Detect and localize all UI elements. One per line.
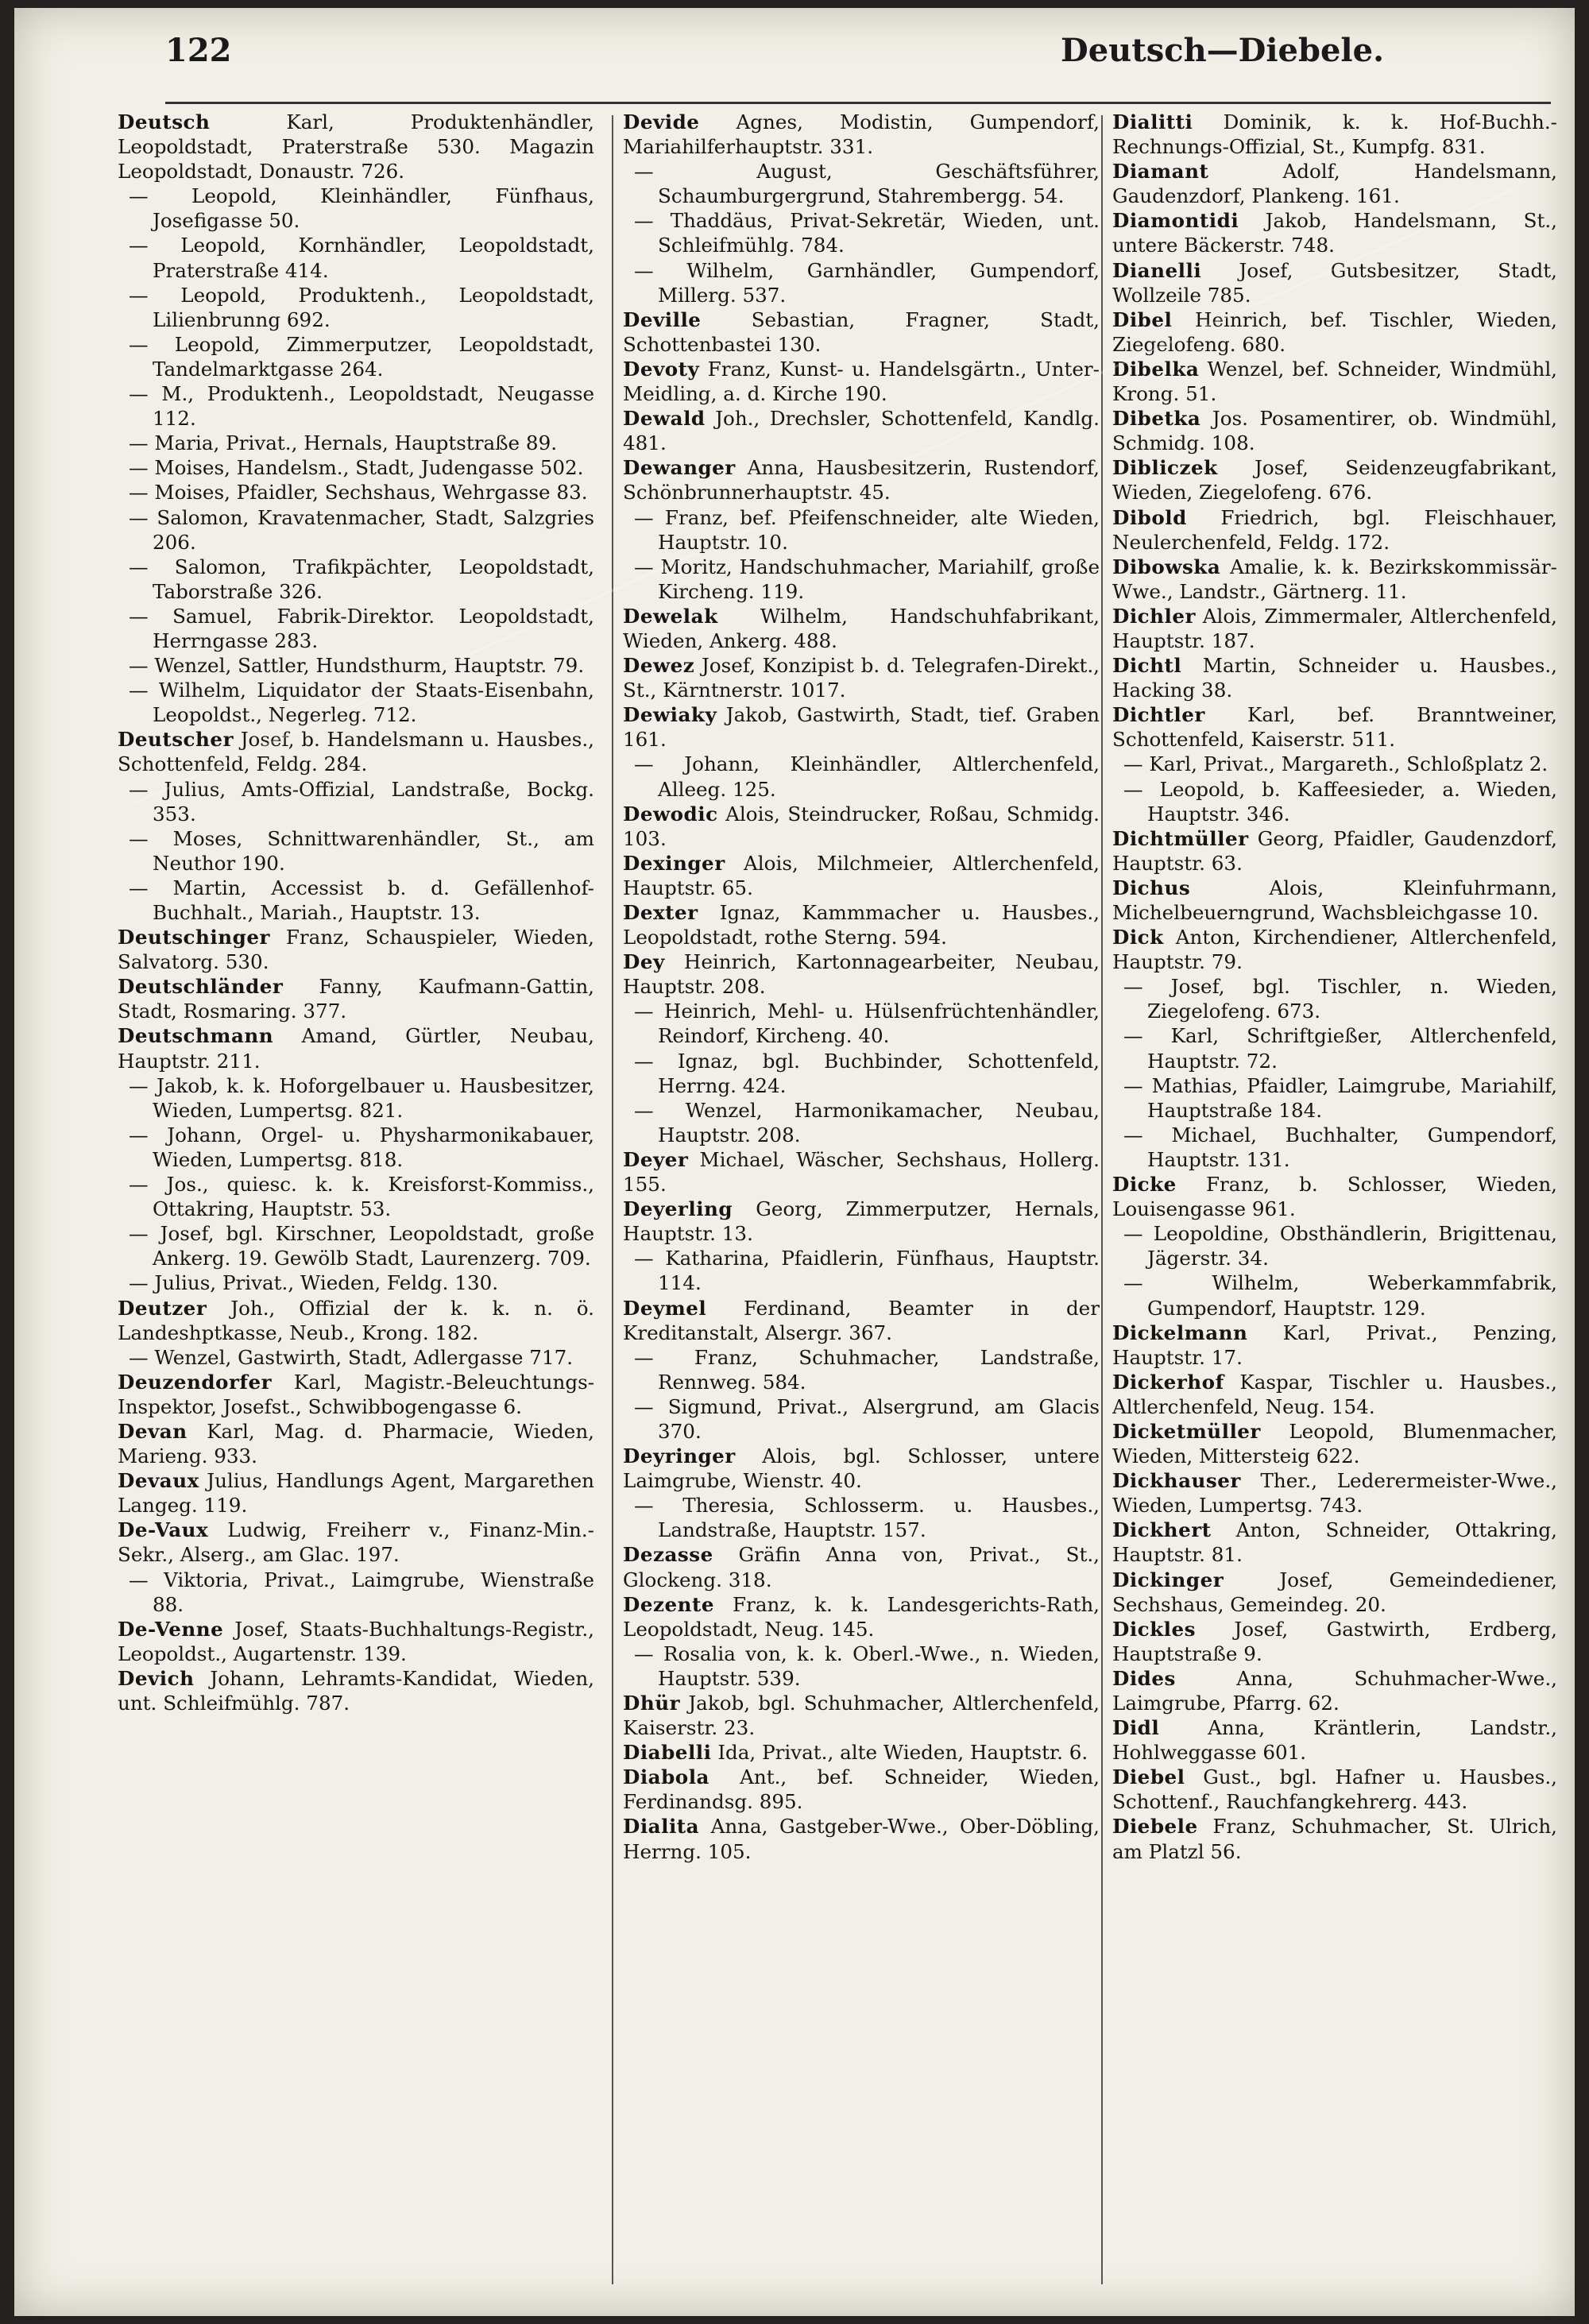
entry-surname: Deyer <box>623 1147 689 1171</box>
entry-surname: De-Vaux <box>118 1518 209 1542</box>
entry-details: Johann, Kleinhändler, Altlerchenfeld, Alleeg. 125. <box>658 752 1100 801</box>
entry-surname: Deyringer <box>623 1444 736 1468</box>
entry-details: Leopold, Zimmerputzer, Leopoldstadt, Tandelmarktgasse 264. <box>153 332 594 381</box>
entry-details: Agnes, Modistin, Gumpendorf, Mariahilferhauptstr. 331. <box>623 110 1100 159</box>
directory-entry <box>118 826 594 876</box>
directory-entry <box>118 1617 594 1666</box>
directory-entry <box>623 1147 1100 1197</box>
directory-entry <box>623 900 1100 949</box>
entry-details: Karl, Produktenhändler, Leopoldstadt, Praterstraße 530. Magazin Leopoldstadt, Donaustr. 726. <box>118 110 594 184</box>
directory-entry <box>623 258 1100 307</box>
entry-surname: Devide <box>623 110 700 133</box>
entry-details: Alois, Milchmeier, Altlerchenfeld, Hauptstr. 65. <box>623 851 1100 899</box>
directory-entry <box>118 184 594 233</box>
entry-surname: Deutschinger <box>118 926 270 949</box>
entry-details: Josef, Konzipist b. d. Telegrafen-Direkt., St., Kärntnerstr. 1017. <box>623 654 1100 702</box>
entry-details: Michael, Wäscher, Sechshaus, Hollerg. 155. <box>623 1147 1100 1197</box>
directory-entry <box>1112 826 1557 876</box>
entry-details: Julius, Amts-Offizial, Landstraße, Bockg. 353. <box>153 777 594 826</box>
entry-surname: Dick <box>1112 926 1164 949</box>
entry-surname: Devoty <box>623 357 700 381</box>
directory-entry <box>1112 604 1557 653</box>
entry-details: M., Produktenh., Leopoldstadt, Neugasse 112. <box>153 382 594 431</box>
entry-details: Wilhelm, Liquidator der Staats-Eisenbahn, Leopoldst., Negerleg. 712. <box>153 679 594 727</box>
entry-details: Josef, bgl. Tischler, n. Wieden, Ziegelofeng. 673. <box>1147 975 1557 1023</box>
entry-surname: Dichtmüller <box>1112 826 1249 850</box>
entry-details: Franz, Schuhmacher, Landstraße, Rennweg. 584. <box>658 1345 1100 1394</box>
entry-details: Friedrich, bgl. Fleischhauer, Neulerchenfeld, Feldg. 172. <box>1112 505 1557 554</box>
entry-surname: Deutscher <box>118 728 234 752</box>
entry-surname: Dibold <box>1112 505 1187 529</box>
directory-entry <box>623 406 1100 455</box>
directory-entry <box>1112 455 1557 505</box>
directory-entry <box>118 233 594 282</box>
directory-entry <box>118 604 594 653</box>
entry-surname: Dewald <box>623 407 706 431</box>
entry-details: Karl, bef. Branntweiner, Schottenfeld, Kaiserstr. 511. <box>1112 703 1557 752</box>
entry-details: Anna, Kräntlerin, Landstr., Hohlweggasse 601. <box>1112 1716 1557 1765</box>
entry-details: Anna, Schuhmacher-Wwe., Laimgrube, Pfarrg. 62. <box>1112 1666 1557 1715</box>
directory-entry <box>118 505 594 555</box>
directory-entry <box>1112 1221 1557 1270</box>
entry-details: Josef, bgl. Kirschner, Leopoldstadt, große Ankerg. 19. Gewölb Stadt, Laurenzerg. 709. <box>153 1222 594 1270</box>
entry-surname: Deutschmann <box>118 1024 274 1048</box>
entry-details: Jakob, Handelsmann, St., untere Bäckerstr. 748. <box>1112 209 1557 257</box>
entry-details: Alois, Zimmermaler, Altlerchenfeld, Hauptstr. 187. <box>1112 604 1557 652</box>
column-middle <box>623 110 1100 2287</box>
entry-details: Ant., bef. Schneider, Wieden, Ferdinandsg. 895. <box>623 1765 1100 1814</box>
directory-entry <box>118 876 594 925</box>
entry-details: Katharina, Pfaidlerin, Fünfhaus, Hauptstr. 114. <box>658 1247 1100 1295</box>
entry-details: Salomon, Trafikpächter, Leopoldstadt, Taborstraße 326. <box>153 555 594 603</box>
entry-details: Franz, Kunst- u. Handelsgärtn., Unter-Meidling, a. d. Kirche 190. <box>623 357 1100 406</box>
entry-details: Jakob, k. k. Hoforgelbauer u. Hausbesitzer, Wieden, Lumpertsg. 821. <box>153 1073 594 1122</box>
entry-details: Joh., Drechsler, Schottenfeld, Kandlg. 481. <box>623 407 1100 455</box>
directory-entry <box>118 1073 594 1123</box>
entry-details: Theresia, Schlosserm. u. Hausbes., Landstraße, Hauptstr. 157. <box>658 1494 1100 1542</box>
directory-entry <box>1112 1023 1557 1073</box>
entry-details: Gust., bgl. Hafner u. Hausbes., Schottenf., Rauchfangkehrerg. 443. <box>1112 1765 1557 1814</box>
directory-entry <box>1112 159 1557 208</box>
entry-details: Jakob, bgl. Schuhmacher, Altlerchenfeld, Kaiserstr. 23. <box>623 1692 1100 1740</box>
directory-entry <box>118 678 594 727</box>
entry-details: Moises, Handelsm., Stadt, Judengasse 502. <box>154 456 584 480</box>
entry-surname: Dialitti <box>1112 110 1193 133</box>
entry-surname: Dichler <box>1112 604 1196 628</box>
entry-details: Georg, Pfaidler, Gaudenzdorf, Hauptstr. 63. <box>1112 826 1557 875</box>
directory-entry <box>1112 258 1557 307</box>
entry-surname: Dickhert <box>1112 1518 1212 1542</box>
directory-entry <box>118 431 594 455</box>
entry-details: Kaspar, Tischler u. Hausbes., Altlerchenfeld, Neug. 154. <box>1112 1370 1557 1418</box>
entry-details: Josef, b. Handelsmann u. Hausbes., Schottenfeld, Feldg. 284. <box>118 728 594 776</box>
entry-details: Josef, Gemeindediener, Sechshaus, Gemeindeg. 20. <box>1112 1568 1557 1616</box>
entry-details: Franz, b. Schlosser, Wieden, Louisengasse 961. <box>1112 1173 1557 1221</box>
directory-entry <box>1112 1123 1557 1172</box>
entry-details: Thaddäus, Privat-Sekretär, Wieden, unt. Schleifmühlg. 784. <box>658 209 1100 257</box>
entry-surname: Dickles <box>1112 1617 1197 1641</box>
entry-details: Alois, Steindrucker, Roßau, Schmidg. 103. <box>623 802 1100 850</box>
directory-entry <box>118 455 594 480</box>
directory-entry <box>118 925 594 974</box>
entry-details: Salomon, Kravatenmacher, Stadt, Salzgries 206. <box>153 505 594 554</box>
entry-surname: Deutschländer <box>118 975 284 999</box>
entry-surname: Dichus <box>1112 876 1191 899</box>
directory-entry <box>623 1641 1100 1691</box>
entry-details: Ludwig, Freiherr v., Finanz-Min.-Sekr., Alserg., am Glac. 197. <box>118 1518 594 1567</box>
entry-surname: Diebele <box>1112 1815 1198 1839</box>
entry-details: Josef, Staats-Buchhaltungs-Registr., Leopoldst., Augartenstr. 139. <box>118 1617 594 1665</box>
entry-details: Wilhelm, Garnhändler, Gumpendorf, Millerg. 537. <box>658 258 1100 307</box>
directory-entry <box>623 653 1100 702</box>
entry-details: Anna, Hausbesitzerin, Rustendorf, Schönbrunnerhauptstr. 45. <box>623 456 1100 505</box>
directory-entry <box>623 1765 1100 1814</box>
entry-surname: Deutzer <box>118 1296 207 1320</box>
entry-surname: Dicketmüller <box>1112 1419 1261 1443</box>
entry-details: Martin, Accessist b. d. Gefällenhof-Buchhalt., Mariah., Hauptstr. 13. <box>153 876 594 924</box>
entry-details: Heinrich, Mehl- u. Hülsenfrüchtenhändler, Reindorf, Kircheng. 40. <box>658 1000 1100 1048</box>
entry-details: Franz, bef. Pfeifenschneider, alte Wieden, Hauptstr. 10. <box>658 505 1100 554</box>
entry-details: Leopold, Kornhändler, Leopoldstadt, Praterstraße 414. <box>153 234 594 282</box>
directory-entry <box>1112 1073 1557 1123</box>
entry-details: Karl, Magistr.-Beleuchtungs-Inspektor, Josefst., Schwibbogengasse 6. <box>118 1370 594 1418</box>
entry-surname: Dewiaky <box>623 703 717 727</box>
entry-surname: Dewodic <box>623 802 718 826</box>
directory-entry <box>118 1568 594 1617</box>
entry-surname: Dickelmann <box>1112 1321 1248 1344</box>
entry-details: Wenzel, bef. Schneider, Windmühl, Krong. 51. <box>1112 357 1557 406</box>
directory-entry <box>1112 1666 1557 1715</box>
entry-surname: Dibliczek <box>1112 456 1218 480</box>
directory-entry <box>623 802 1100 851</box>
directory-entry <box>623 455 1100 505</box>
directory-entry <box>118 1345 594 1370</box>
column-right <box>1112 110 1557 2287</box>
entry-details: Josef, Gastwirth, Erdberg, Hauptstraße 9. <box>1112 1617 1557 1665</box>
entry-details: Heinrich, Kartonnagearbeiter, Neubau, Hauptstr. 208. <box>623 950 1100 999</box>
directory-entry <box>118 1419 594 1468</box>
entry-details: Franz, Schauspieler, Wieden, Salvatorg. 530. <box>118 926 594 974</box>
directory-entry <box>1112 406 1557 455</box>
entry-details: August, Geschäftsführer, Schaumburgergrund, Stahrembergg. 54. <box>658 160 1100 208</box>
entry-surname: Deymel <box>623 1296 707 1320</box>
entry-details: Rosalia von, k. k. Oberl.-Wwe., n. Wieden, Hauptstr. 539. <box>658 1641 1100 1690</box>
entry-surname: Dewelak <box>623 604 718 628</box>
entry-details: Jos. Posamentirer, ob. Windmühl, Schmidg. 108. <box>1112 407 1557 455</box>
entry-details: Mathias, Pfaidler, Laimgrube, Mariahilf, Hauptstraße 184. <box>1147 1073 1557 1122</box>
entry-details: Wilhelm, Weberkammfabrik, Gumpendorf, Hauptstr. 129. <box>1147 1271 1557 1320</box>
entry-details: Julius, Privat., Wieden, Feldg. 130. <box>154 1271 499 1295</box>
directory-entry <box>1112 1270 1557 1320</box>
entry-surname: Dides <box>1112 1666 1176 1690</box>
entry-details: Leopold, Kleinhändler, Fünfhaus, Josefigasse 50. <box>153 184 594 233</box>
directory-entry <box>1112 307 1557 357</box>
directory-entry <box>118 555 594 604</box>
entry-surname: Deyerling <box>623 1197 733 1221</box>
entry-details: Wenzel, Sattler, Hundsthurm, Hauptstr. 79. <box>154 654 585 678</box>
directory-entry <box>118 1666 594 1715</box>
entry-surname: Deville <box>623 307 702 331</box>
directory-entry <box>1112 1370 1557 1419</box>
directory-entry <box>1112 1518 1557 1567</box>
entry-surname: Diabola <box>623 1765 709 1789</box>
entry-details: Moritz, Handschuhmacher, Mariahilf, große Kircheng. 119. <box>658 555 1100 603</box>
entry-surname: Dickerhof <box>1112 1370 1224 1394</box>
page-number: 122 <box>165 32 232 69</box>
entry-details: Michael, Buchhalter, Gumpendorf, Hauptstr. 131. <box>1147 1123 1557 1171</box>
directory-entry <box>1112 653 1557 702</box>
entry-surname: Diamontidi <box>1112 209 1239 233</box>
entry-surname: Dewez <box>623 654 695 678</box>
entry-details: Johann, Orgel- u. Physharmonikabauer, Wieden, Lumpertsg. 818. <box>153 1123 594 1171</box>
entry-details: Franz, k. k. Landesgerichts-Rath, Leopoldstadt, Neug. 145. <box>623 1592 1100 1641</box>
entry-details: Wilhelm, Handschuhfabrikant, Wieden, Ankerg. 488. <box>623 604 1100 652</box>
directory-entry <box>1112 752 1557 776</box>
entry-surname: Dexinger <box>623 851 725 875</box>
entry-surname: Dezasse <box>623 1543 713 1567</box>
entry-surname: De-Venne <box>118 1617 224 1641</box>
entry-surname: Devan <box>118 1419 188 1443</box>
entry-details: Anna, Gastgeber-Wwe., Ober-Döbling, Herrng. 105. <box>623 1815 1100 1863</box>
directory-entry <box>1112 876 1557 925</box>
directory-entry <box>623 1444 1100 1493</box>
directory-entry <box>118 480 594 505</box>
directory-entry <box>1112 208 1557 257</box>
directory-entry <box>623 110 1100 159</box>
directory-entry <box>1112 1419 1557 1468</box>
entry-details: Dominik, k. k. Hof-Buchh.-Rechnungs-Offizial, St., Kumpfg. 831. <box>1112 110 1557 159</box>
entry-details: Samuel, Fabrik-Direktor. Leopoldstadt, Herrngasse 283. <box>153 604 594 652</box>
entry-details: Sebastian, Fragner, Stadt, Schottenbastei 130. <box>623 307 1100 356</box>
entry-details: Josef, Seidenzeugfabrikant, Wieden, Ziegelofeng. 676. <box>1112 456 1557 505</box>
entry-details: Fanny, Kaufmann-Gattin, Stadt, Rosmaring. 377. <box>118 975 594 1023</box>
entry-surname: Dicke <box>1112 1173 1177 1197</box>
directory-entry <box>118 1221 594 1270</box>
entry-surname: Dichtler <box>1112 703 1205 727</box>
directory-entry <box>118 777 594 826</box>
directory-entry <box>623 159 1100 208</box>
directory-entry <box>118 110 594 184</box>
entry-surname: Dibowska <box>1112 555 1221 578</box>
directory-entry <box>623 604 1100 653</box>
entry-details: Leopoldine, Obsthändlerin, Brigittenau, Jägerstr. 34. <box>1147 1222 1557 1270</box>
entry-details: Ida, Privat., alte Wieden, Hauptstr. 6. <box>717 1741 1088 1765</box>
entry-details: Johann, Lehramts-Kandidat, Wieden, unt. Schleifmühlg. 787. <box>118 1666 594 1715</box>
entry-details: Moises, Pfaidler, Sechshaus, Wehrgasse 83. <box>154 481 588 505</box>
entry-details: Alois, bgl. Schlosser, untere Laimgrube, Wienstr. 40. <box>623 1444 1100 1493</box>
directory-page <box>14 8 1575 2316</box>
directory-entry <box>623 1814 1100 1863</box>
entry-details: Leopold, Produktenh., Leopoldstadt, Lilienbrunng 692. <box>153 283 594 331</box>
directory-entry <box>1112 1568 1557 1617</box>
entry-details: Martin, Schneider u. Hausbes., Hacking 38. <box>1112 654 1557 702</box>
entry-details: Karl, Privat., Margareth., Schloßplatz 2. <box>1149 752 1548 776</box>
entry-details: Amand, Gürtler, Neubau, Hauptstr. 211. <box>118 1024 594 1073</box>
entry-surname: Dezente <box>623 1592 714 1616</box>
directory-entry <box>623 1493 1100 1542</box>
entry-surname: Deuzendorfer <box>118 1370 273 1394</box>
directory-entry <box>118 1370 594 1419</box>
entry-surname: Devich <box>118 1666 195 1690</box>
directory-entry <box>1112 702 1557 752</box>
directory-entry <box>623 1246 1100 1295</box>
directory-entry <box>118 653 594 678</box>
directory-entry <box>1112 1468 1557 1518</box>
entry-details: Adolf, Handelsmann, Gaudenzdorf, Plankeng. 161. <box>1112 160 1557 208</box>
column-divider <box>1101 115 1103 2284</box>
entry-details: Karl, Schriftgießer, Altlerchenfeld, Hauptstr. 72. <box>1147 1024 1557 1073</box>
directory-entry <box>118 1270 594 1295</box>
column-left <box>118 110 594 2287</box>
directory-entry <box>1112 777 1557 826</box>
header-rule <box>165 102 1551 104</box>
entry-surname: Diamant <box>1112 160 1209 184</box>
entry-details: Josef, Gutsbesitzer, Stadt, Wollzeile 785. <box>1112 258 1557 307</box>
directory-entry <box>623 1345 1100 1394</box>
directory-entry <box>118 381 594 431</box>
entry-surname: Dibelka <box>1112 357 1200 381</box>
entry-details: Ignaz, Kammmacher u. Hausbes., Leopoldstadt, rothe Sterng. 594. <box>623 901 1100 949</box>
entry-details: Alois, Kleinfuhrmann, Michelbeuerngrund, Wachsbleichgasse 10. <box>1112 876 1557 924</box>
entry-details: Leopold, Blumenmacher, Wieden, Mittersteig 622. <box>1112 1419 1557 1468</box>
directory-entry <box>118 332 594 381</box>
directory-entry <box>1112 1765 1557 1814</box>
entry-details: Ferdinand, Beamter in der Kreditanstalt, Alsergr. 367. <box>623 1296 1100 1344</box>
entry-surname: Dickinger <box>1112 1568 1224 1591</box>
entry-details: Wenzel, Harmonikamacher, Neubau, Hauptstr. 208. <box>658 1098 1100 1147</box>
directory-entry <box>118 1468 594 1518</box>
directory-entry <box>623 1394 1100 1444</box>
entry-details: Heinrich, bef. Tischler, Wieden, Ziegelofeng. 680. <box>1112 307 1557 356</box>
directory-entry <box>1112 1172 1557 1221</box>
entry-surname: Dibetka <box>1112 407 1201 431</box>
entry-details: Maria, Privat., Hernals, Hauptstraße 89. <box>154 431 558 455</box>
directory-entry <box>118 1172 594 1221</box>
entry-details: Anton, Kirchendiener, Altlerchenfeld, Hauptstr. 79. <box>1112 926 1557 974</box>
entry-surname: Dichtl <box>1112 654 1182 678</box>
entry-surname: Devaux <box>118 1469 199 1493</box>
entry-surname: Dey <box>623 950 665 974</box>
directory-entry <box>623 505 1100 555</box>
entry-surname: Deutsch <box>118 110 211 133</box>
entry-surname: Diabelli <box>623 1741 712 1765</box>
directory-entry <box>623 702 1100 752</box>
directory-entry <box>623 208 1100 257</box>
entry-details: Ther., Lederermeister-Wwe., Wieden, Lumpertsg. 743. <box>1112 1469 1557 1518</box>
directory-entry <box>1112 505 1557 555</box>
entry-surname: Dibel <box>1112 307 1173 331</box>
directory-entry <box>118 1518 594 1567</box>
entry-details: Joh., Offizial der k. k. n. ö. Landeshptkasse, Neub., Krong. 182. <box>118 1296 594 1344</box>
directory-entry <box>1112 1321 1557 1370</box>
directory-entry <box>1112 110 1557 159</box>
directory-entry <box>1112 357 1557 406</box>
entry-surname: Dickhauser <box>1112 1469 1241 1493</box>
column-divider <box>612 115 613 2284</box>
directory-entry <box>623 949 1100 999</box>
directory-entry <box>623 1592 1100 1641</box>
directory-entry <box>623 555 1100 604</box>
entry-details: Wenzel, Gastwirth, Stadt, Adlergasse 717. <box>154 1345 574 1369</box>
directory-entry <box>623 357 1100 406</box>
entry-surname: Dhür <box>623 1692 681 1715</box>
entry-surname: Didl <box>1112 1716 1160 1740</box>
entry-surname: Diebel <box>1112 1765 1185 1789</box>
directory-entry <box>118 1123 594 1172</box>
entry-details: Moses, Schnittwarenhändler, St., am Neuthor 190. <box>153 826 594 875</box>
entry-surname: Dialita <box>623 1815 700 1839</box>
directory-entry <box>623 999 1100 1048</box>
directory-entry <box>1112 1617 1557 1666</box>
entry-details: Julius, Handlungs Agent, Margarethen Langeg. 119. <box>118 1469 594 1518</box>
entry-details: Amalie, k. k. Bezirkskommissär-Wwe., Landstr., Gärtnerg. 11. <box>1112 555 1557 603</box>
entry-details: Jos., quiesc. k. k. Kreisforst-Kommiss., Ottakring, Hauptstr. 53. <box>153 1173 594 1221</box>
directory-entry <box>623 307 1100 357</box>
entry-surname: Dewanger <box>623 456 736 480</box>
directory-entry <box>1112 1814 1557 1863</box>
entry-details: Georg, Zimmerputzer, Hernals, Hauptstr. 13. <box>623 1197 1100 1246</box>
directory-entry <box>623 1098 1100 1147</box>
entry-details: Viktoria, Privat., Laimgrube, Wienstraße 88. <box>153 1568 594 1616</box>
directory-entry <box>623 1049 1100 1098</box>
entry-details: Karl, Privat., Penzing, Hauptstr. 17. <box>1112 1321 1557 1369</box>
directory-entry <box>1112 974 1557 1023</box>
directory-entry <box>1112 1715 1557 1765</box>
directory-entry <box>118 283 594 332</box>
directory-entry <box>118 974 594 1023</box>
directory-entry <box>623 1197 1100 1246</box>
entry-details: Anton, Schneider, Ottakring, Hauptstr. 81. <box>1112 1518 1557 1567</box>
directory-entry <box>1112 555 1557 604</box>
entry-surname: Dianelli <box>1112 258 1202 282</box>
directory-entry <box>118 727 594 776</box>
entry-surname: Dexter <box>623 901 698 924</box>
directory-entry <box>623 1296 1100 1345</box>
entry-details: Gräfin Anna von, Privat., St., Glockeng. 318. <box>623 1543 1100 1591</box>
directory-entry <box>118 1296 594 1345</box>
entry-details: Franz, Schuhmacher, St. Ulrich, am Platzl 56. <box>1112 1815 1557 1863</box>
directory-entry <box>623 1691 1100 1740</box>
directory-entry <box>623 752 1100 801</box>
entry-details: Karl, Mag. d. Pharmacie, Wieden, Marieng. 933. <box>118 1419 594 1468</box>
directory-entry <box>118 1023 594 1073</box>
entry-details: Jakob, Gastwirth, Stadt, tief. Graben 161. <box>623 703 1100 752</box>
entry-details: Leopold, b. Kaffeesieder, a. Wieden, Hauptstr. 346. <box>1147 777 1557 826</box>
page-header <box>14 8 1575 95</box>
entry-details: Ignaz, bgl. Buchbinder, Schottenfeld, Herrng. 424. <box>658 1049 1100 1097</box>
directory-entry <box>623 1542 1100 1591</box>
directory-entry <box>623 851 1100 900</box>
directory-entry <box>623 1740 1100 1765</box>
running-head: Deutsch—Diebele. <box>1061 32 1384 69</box>
entry-details: Sigmund, Privat., Alsergrund, am Glacis 370. <box>658 1394 1100 1443</box>
directory-entry <box>1112 925 1557 974</box>
